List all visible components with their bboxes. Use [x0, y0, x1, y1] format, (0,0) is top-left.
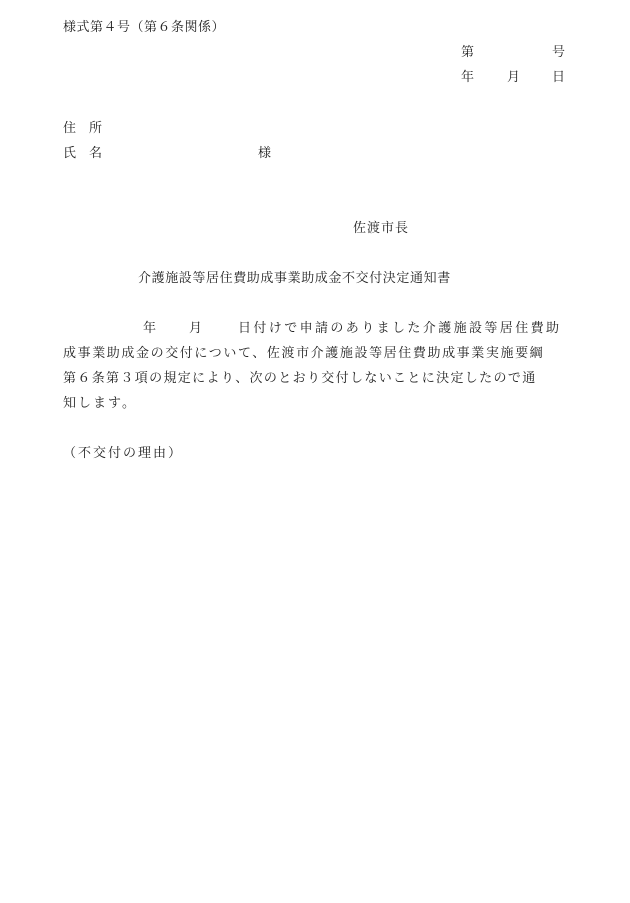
body-date-year: 年 — [143, 321, 157, 336]
form-number: 様式第４号（第６条関係） — [63, 20, 226, 35]
issuer-name: 佐渡市長 — [353, 221, 410, 236]
body-text-line-4: 知します。 — [63, 396, 137, 411]
reason-heading: （不交付の理由） — [63, 446, 184, 461]
body-text-line-3: 第６条第３項の規定により、次のとおり交付しないことに決定したので通 — [63, 371, 537, 386]
date-day-label: 日 — [552, 70, 566, 85]
address-label: 住所 — [63, 121, 116, 136]
honorific: 様 — [258, 146, 272, 161]
body-text-line-1: 日付けで申請のありました介護施設等居住費助 — [238, 321, 562, 336]
document-number-suffix: 号 — [552, 45, 566, 60]
date-year-label: 年 — [461, 70, 475, 85]
date-month-label: 月 — [507, 70, 521, 85]
name-label: 氏名 — [63, 146, 116, 161]
body-date-month: 月 — [189, 321, 203, 336]
body-text-line-2: 成事業助成金の交付について、佐渡市介護施設等居住費助成事業実施要綱 — [63, 346, 545, 361]
document-number-prefix: 第 — [461, 45, 475, 60]
document-title: 介護施設等居住費助成事業助成金不交付決定通知書 — [138, 271, 451, 286]
